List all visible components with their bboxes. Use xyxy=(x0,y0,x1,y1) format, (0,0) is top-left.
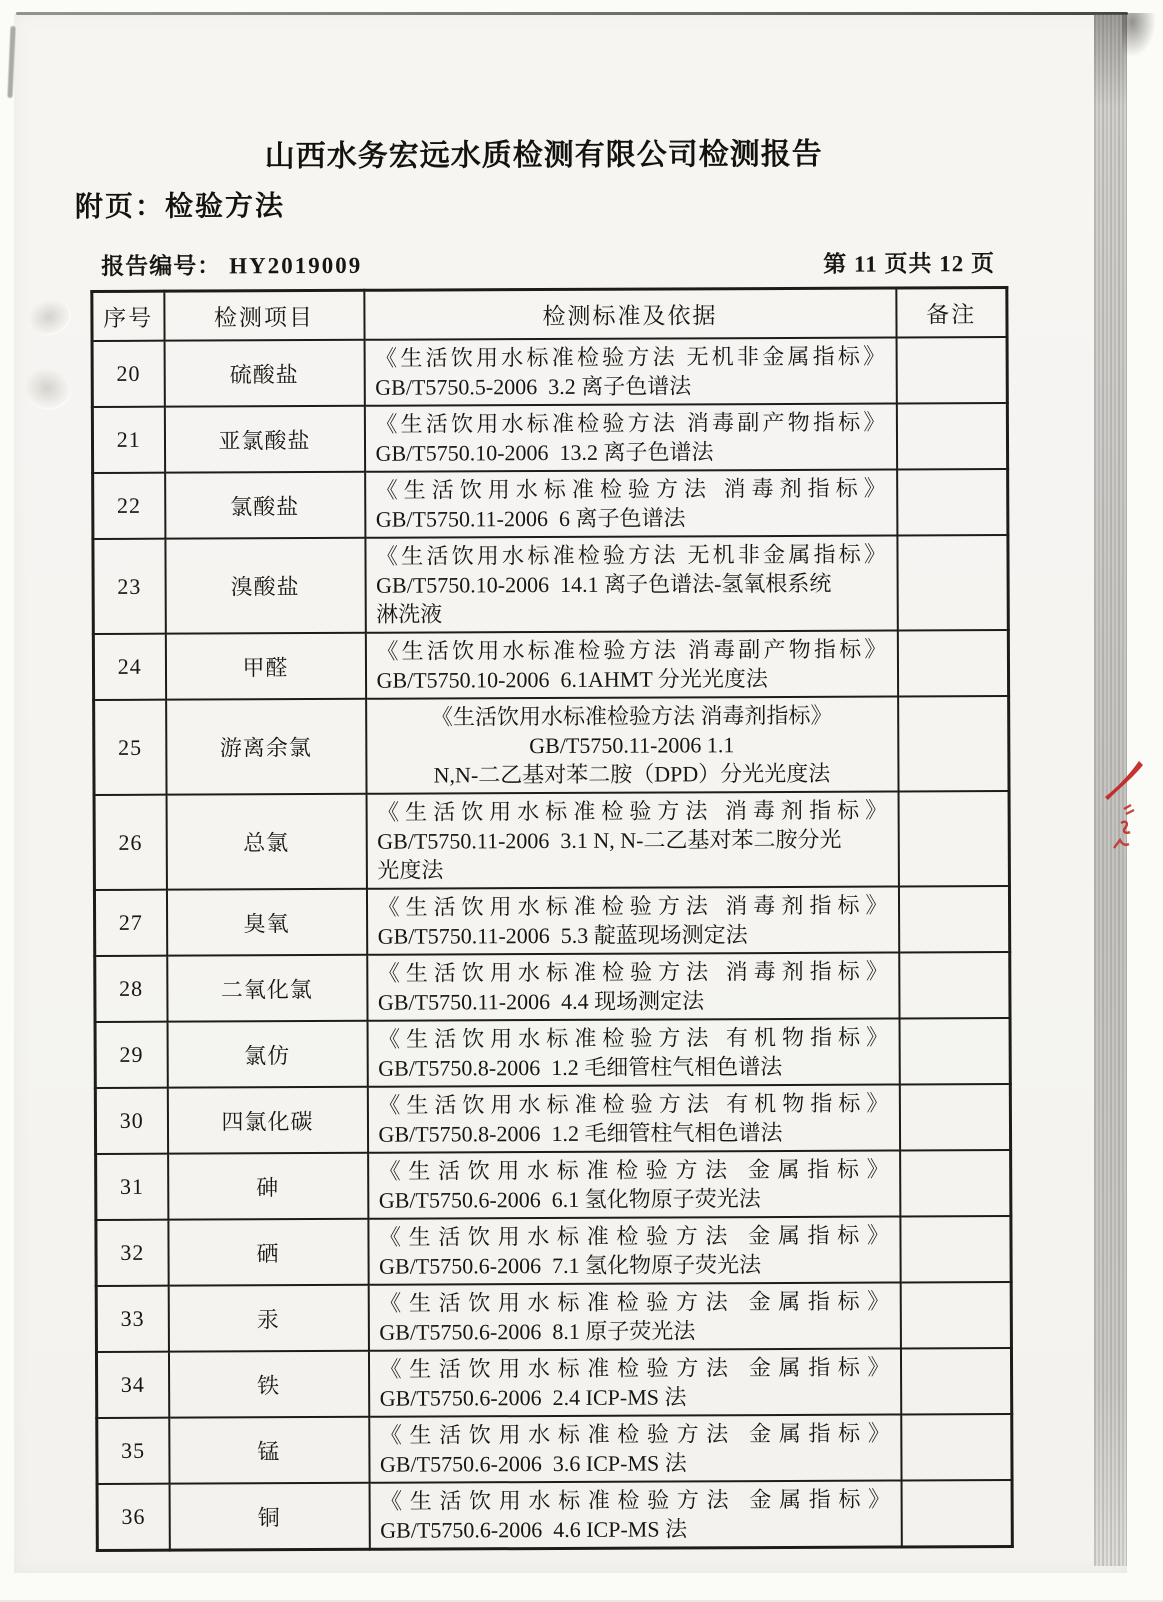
note-cell xyxy=(899,1084,1010,1150)
note-cell xyxy=(897,469,1008,535)
row-seq-cell: 22 xyxy=(93,473,165,539)
standard-basis-cell: 《生活饮用水标准检验方法 消毒剂指标》 GB/T5750.11-2006 5.3 靛蓝现场测定法 xyxy=(366,886,898,954)
note-cell xyxy=(898,886,1009,952)
row-seq-cell: 34 xyxy=(96,1352,168,1418)
test-item-cell: 氯酸盐 xyxy=(165,472,365,539)
report-number-line xyxy=(101,247,362,281)
report-number-label: 报告编号： xyxy=(101,253,222,279)
test-item-cell: 砷 xyxy=(168,1153,368,1220)
table-row xyxy=(93,630,1008,700)
table-row xyxy=(92,337,1007,407)
test-item-cell: 甲醛 xyxy=(165,633,365,700)
note-cell xyxy=(899,1018,1010,1084)
col-header-seq: 序号 xyxy=(92,291,164,341)
row-seq-cell: 35 xyxy=(97,1418,169,1484)
test-item-cell: 硒 xyxy=(168,1219,368,1286)
test-item-cell: 铜 xyxy=(169,1483,369,1550)
table-row xyxy=(96,1216,1011,1286)
table-row xyxy=(94,696,1009,795)
standard-basis-cell: 《生活饮用水标准检验方法 消毒副产物指标》 GB/T5750.10-2006 6.1AHMT 分光光度法 xyxy=(365,630,897,698)
standard-basis-cell: 《生活饮用水标准检验方法 金属指标》 GB/T5750.6-2006 4.6 ICP-MS 法 xyxy=(369,1480,901,1549)
note-cell xyxy=(901,1480,1012,1547)
row-seq-cell: 32 xyxy=(96,1220,168,1286)
note-cell xyxy=(900,1216,1011,1282)
col-header-item: 检测项目 xyxy=(164,290,364,340)
test-item-cell: 铁 xyxy=(168,1351,368,1418)
standard-basis-cell: 《生活饮用水标准检验方法 无机非金属指标》 GB/T5750.5-2006 3.2 离子色谱法 xyxy=(364,337,896,405)
table-body xyxy=(92,337,1012,1550)
table-row xyxy=(97,1480,1012,1550)
test-item-cell: 汞 xyxy=(168,1285,368,1352)
row-seq-cell: 29 xyxy=(95,1022,167,1088)
table-row xyxy=(93,469,1008,539)
row-seq-cell: 21 xyxy=(92,407,164,473)
note-cell xyxy=(898,696,1009,791)
standard-basis-cell: 《生活饮用水标准检验方法 金属指标》 GB/T5750.6-2006 7.1 氢化物原子荧光法 xyxy=(368,1216,900,1284)
table-row xyxy=(94,791,1009,890)
row-seq-cell: 33 xyxy=(96,1286,168,1352)
test-item-cell: 游离余氯 xyxy=(166,699,366,795)
page-number: 第 11 页共 12 页 xyxy=(823,251,996,277)
row-seq-cell: 20 xyxy=(92,341,164,407)
table-row xyxy=(96,1282,1011,1352)
page-title: 山西水务宏远水质检测有限公司检测报告 xyxy=(264,137,823,174)
standard-basis-cell: 《生活饮用水标准检验方法 消毒剂指标》 GB/T5750.11-2006 4.4 现场测定法 xyxy=(367,952,899,1020)
table-row xyxy=(96,1348,1011,1418)
table-row xyxy=(95,1084,1010,1154)
note-cell xyxy=(899,952,1010,1018)
row-seq-cell: 26 xyxy=(94,795,166,890)
attachment-heading: 附页：检验方法 xyxy=(74,191,286,224)
row-seq-cell: 28 xyxy=(95,956,167,1022)
standard-basis-cell: 《生活饮用水标准检验方法 消毒剂指标》 GB/T5750.11-2006 1.1 N,N-二乙基对苯二胺（DPD）分光光度法 xyxy=(366,696,898,793)
note-cell xyxy=(897,630,1008,696)
row-seq-cell: 30 xyxy=(95,1088,167,1154)
note-cell xyxy=(897,535,1008,630)
standard-basis-cell: 《生活饮用水标准检验方法 金属指标》 GB/T5750.6-2006 3.6 ICP-MS 法 xyxy=(369,1414,901,1482)
table-row xyxy=(95,1018,1010,1088)
row-seq-cell: 23 xyxy=(93,539,165,634)
test-item-cell: 四氯化碳 xyxy=(167,1087,367,1154)
standard-basis-cell: 《生活饮用水标准检验方法 有机物指标》 GB/T5750.8-2006 1.2 毛细管柱气相色谱法 xyxy=(367,1018,899,1086)
row-seq-cell: 24 xyxy=(93,634,165,700)
standard-basis-cell: 《生活饮用水标准检验方法 消毒剂指标》 GB/T5750.11-2006 3.1 N, N-二乙基对苯二胺分光 光度法 xyxy=(366,791,898,888)
table-row xyxy=(96,1150,1011,1220)
test-item-cell: 溴酸盐 xyxy=(165,538,365,634)
standard-basis-cell: 《生活饮用水标准检验方法 金属指标》 GB/T5750.6-2006 8.1 原子荧光法 xyxy=(368,1282,900,1350)
test-methods-table xyxy=(90,286,1013,1552)
note-cell xyxy=(896,403,1007,469)
row-seq-cell: 31 xyxy=(96,1154,168,1220)
note-cell xyxy=(901,1414,1012,1480)
test-item-cell: 亚氯酸盐 xyxy=(164,406,364,473)
standard-basis-cell: 《生活饮用水标准检验方法 消毒剂指标》 GB/T5750.11-2006 6 离子色谱法 xyxy=(365,469,897,537)
standard-basis-cell: 《生活饮用水标准检验方法 消毒副产物指标》 GB/T5750.10-2006 13.2 离子色谱法 xyxy=(364,403,896,471)
col-header-note: 备注 xyxy=(896,288,1007,338)
table-row xyxy=(93,535,1008,634)
col-header-standard: 检测标准及依据 xyxy=(364,288,896,340)
standard-basis-cell: 《生活饮用水标准检验方法 有机物指标》 GB/T5750.8-2006 1.2 毛细管柱气相色谱法 xyxy=(367,1084,899,1152)
report-number-value: HY2019009 xyxy=(229,252,363,279)
standard-basis-cell: 《生活饮用水标准检验方法 金属指标》 GB/T5750.6-2006 6.1 氢化物原子荧光法 xyxy=(368,1150,900,1218)
test-item-cell: 总氯 xyxy=(166,794,366,890)
standard-basis-cell: 《生活饮用水标准检验方法 金属指标》 GB/T5750.6-2006 2.4 ICP-MS 法 xyxy=(368,1348,900,1416)
note-cell xyxy=(900,1282,1011,1348)
note-cell xyxy=(898,791,1009,886)
test-item-cell: 硫酸盐 xyxy=(164,340,364,407)
note-cell xyxy=(900,1150,1011,1216)
table-row xyxy=(95,952,1010,1022)
standard-basis-cell: 《生活饮用水标准检验方法 无机非金属指标》 GB/T5750.10-2006 14.1 离子色谱法-氢氧根系统 淋洗液 xyxy=(365,535,897,632)
table-row xyxy=(94,886,1009,956)
row-seq-cell: 27 xyxy=(94,890,166,956)
test-item-cell: 锰 xyxy=(169,1417,369,1484)
test-item-cell: 臭氧 xyxy=(166,889,366,956)
table-row xyxy=(97,1414,1012,1484)
row-seq-cell: 36 xyxy=(97,1484,169,1551)
note-cell xyxy=(896,337,1007,403)
test-item-cell: 氯仿 xyxy=(167,1021,367,1088)
test-item-cell: 二氧化氯 xyxy=(167,955,367,1022)
note-cell xyxy=(900,1348,1011,1414)
row-seq-cell: 25 xyxy=(94,700,166,795)
table-header-row xyxy=(92,288,1007,341)
table-row xyxy=(92,403,1007,473)
